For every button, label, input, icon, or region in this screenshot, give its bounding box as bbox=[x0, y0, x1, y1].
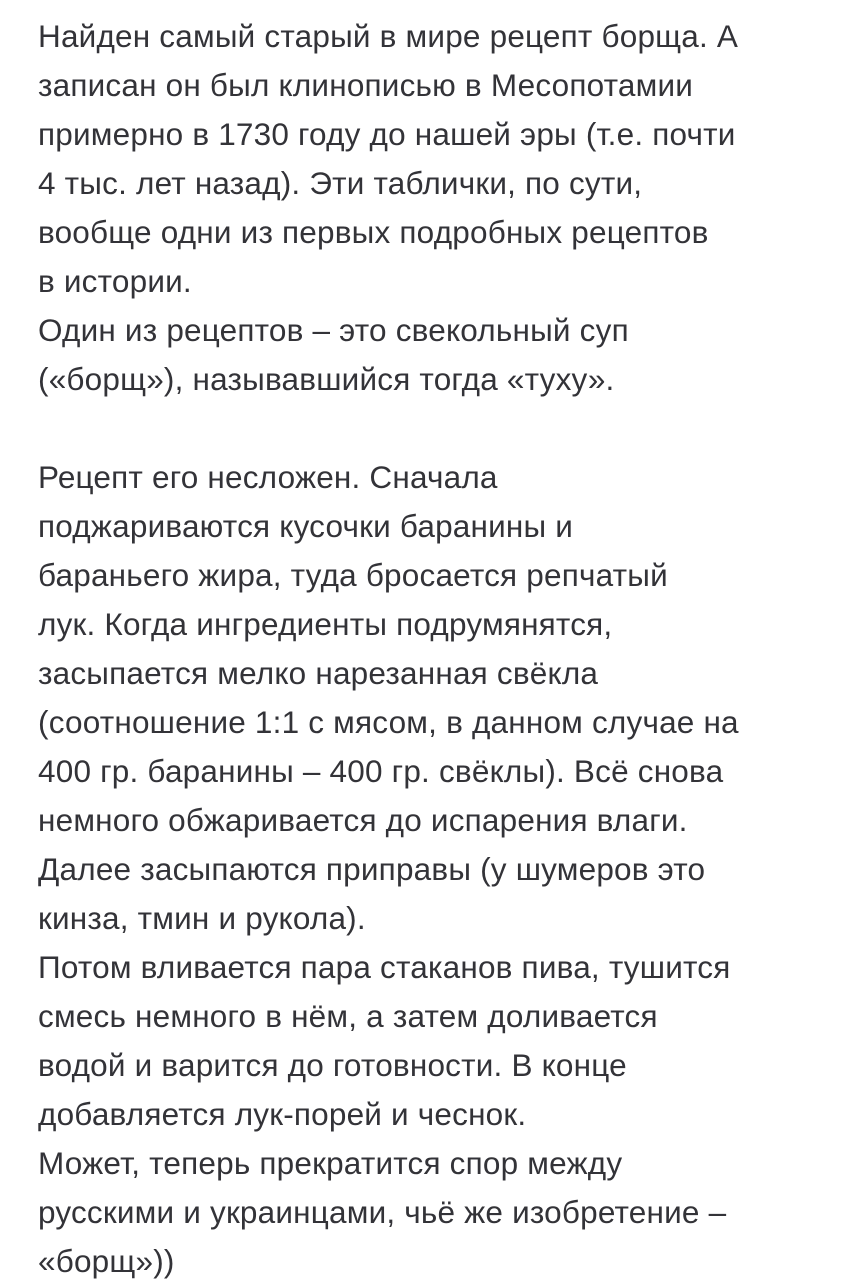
text-line: («борщ»), называвшийся тогда «туху». bbox=[38, 361, 615, 397]
text-line: (соотношение 1:1 с мясом, в данном случае на bbox=[38, 704, 739, 740]
text-line: в истории. bbox=[38, 263, 192, 299]
text-line: бараньего жира, туда бросается репчатый bbox=[38, 557, 668, 593]
text-line: примерно в 1730 году до нашей эры (т.е. почти bbox=[38, 116, 736, 152]
text-line: русскими и украинцами, чьё же изобретение – bbox=[38, 1194, 727, 1230]
paragraph-beer bbox=[38, 943, 838, 1139]
paragraph-beet-soup bbox=[38, 306, 838, 404]
text-line: Один из рецептов – это свекольный суп bbox=[38, 312, 629, 348]
text-line: немного обжаривается до испарения влаги. bbox=[38, 802, 688, 838]
text-line: вообще одни из первых подробных рецептов bbox=[38, 214, 709, 250]
text-line: поджариваются кусочки баранины и bbox=[38, 508, 574, 544]
text-line: Рецепт его несложен. Сначала bbox=[38, 459, 498, 495]
paragraph-conclusion bbox=[38, 1139, 838, 1286]
text-line: Может, теперь прекратится спор между bbox=[38, 1145, 623, 1181]
paragraph-discovery bbox=[38, 12, 838, 306]
text-line: смесь немного в нём, а затем доливается bbox=[38, 998, 658, 1034]
text-line: Потом вливается пара стаканов пива, тушится bbox=[38, 949, 731, 985]
post-text bbox=[38, 12, 838, 1286]
text-line: 4 тыс. лет назад). Эти таблички, по сути, bbox=[38, 165, 643, 201]
text-line: засыпается мелко нарезанная свёкла bbox=[38, 655, 599, 691]
text-line: записан он был клинописью в Месопотамии bbox=[38, 67, 694, 103]
paragraph-recipe bbox=[38, 453, 838, 943]
blank-line bbox=[38, 404, 838, 453]
text-line: Найден самый старый в мире рецепт борща. А bbox=[38, 18, 739, 54]
text-line: водой и варится до готовности. В конце bbox=[38, 1047, 627, 1083]
text-line: «борщ»)) bbox=[38, 1243, 175, 1279]
text-line: лук. Когда ингредиенты подрумянятся, bbox=[38, 606, 613, 642]
text-line: Далее засыпаются приправы (у шумеров это bbox=[38, 851, 706, 887]
text-line: 400 гр. баранины – 400 гр. свёклы). Всё снова bbox=[38, 753, 724, 789]
text-line: добавляется лук-порей и чеснок. bbox=[38, 1096, 527, 1132]
text-line: кинза, тмин и рукола). bbox=[38, 900, 366, 936]
